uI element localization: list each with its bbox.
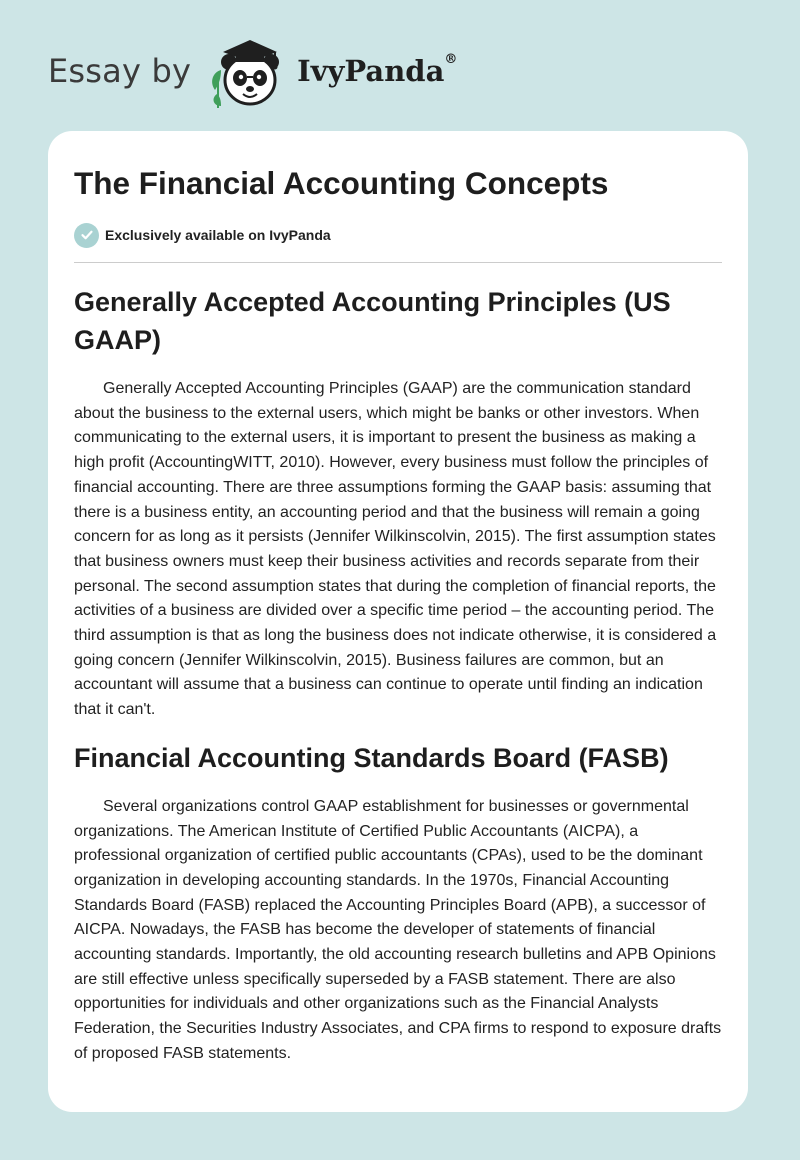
badge-label: Exclusively available on IvyPanda <box>105 227 331 243</box>
trademark-symbol: ® <box>444 52 458 67</box>
title-divider <box>74 262 722 263</box>
section-paragraph: Several organizations control GAAP establishment for businesses or governmental organizations. The American Institute of Certified Public Accountants (AICPA), a professional organization of certified public accountants (CPAs), used to be the dominant organization in developing accounting standards. In the 1970s, Financial Accounting Standards Board (FASB) replaced the Accounting Principles Board (APB), a successor of AICPA. Nowadays, the FASB has become the developer of statements of financial accounting standards. Importantly, the old accounting research bulletins and APB Opinions are still effective unless specifically superseded by a FASB statement. There are also opportunities for individuals and other organizations such as the Financial Analysts Federation, the Securities Industry Associates, and CPA firms to respond to exposure drafts of proposed FASB statements. <box>74 797 722 1062</box>
section-fasb <box>74 739 722 1067</box>
panda-graduate-icon <box>205 32 291 110</box>
essay-card <box>48 131 748 1112</box>
brand-prefix: Essay by <box>48 52 192 90</box>
page-title: The Financial Accounting Concepts <box>74 165 609 201</box>
check-circle-icon <box>74 223 99 248</box>
section-heading: Generally Accepted Accounting Principles (US GAAP) <box>74 287 671 355</box>
brand-name: IvyPanda® <box>297 52 458 88</box>
section-paragraph: Generally Accepted Accounting Principles (GAAP) are the communication standard about the business to the external users, which might be banks or other investors. When communicating to the external users, it is important to present the business as making a high profit (AccountingWITT, 2010). However, every business must follow the principles of financial accounting. There are three assumptions forming the GAAP basis: assuming that there is a business entity, an accounting period and that the business will remain a going concern for as long as it persists (Jennifer Wilkinscolvin, 2015). The first assumption states that business owners must keep their business activities and records separate from their personal. The second assumption states that during the completion of financial reports, the activities of a business are divided over a specific time period – the accounting period. The third assumption is that as long the business does not indicate otherwise, it is considered a going concern (Jennifer Wilkinscolvin, 2015). Business failures are common, but an accountant will assume that a business can continue to operate until finding an indication that it can't. <box>74 380 717 719</box>
section-heading: Financial Accounting Standards Board (FASB) <box>74 742 669 773</box>
site-brand[interactable] <box>48 32 457 110</box>
exclusive-badge <box>74 222 722 248</box>
section-gaap <box>74 283 722 723</box>
